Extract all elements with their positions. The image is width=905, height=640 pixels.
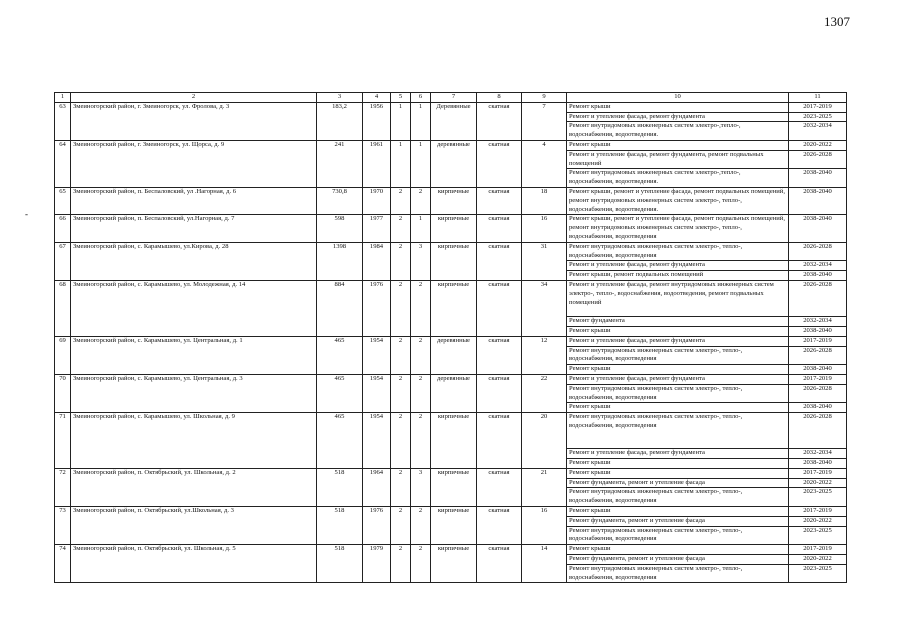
roof-type-cell: скатная	[477, 545, 522, 583]
wall-material-cell: кирпичные	[431, 242, 477, 280]
wall-material-cell: деревянные	[431, 374, 477, 412]
repair-work-cell: Ремонт внутридомовых инженерных систем электро-, тепло-, водоснабжения, водоотведения	[567, 384, 789, 403]
wall-material-cell: кирпичные	[431, 187, 477, 214]
repair-period-cell: 2038-2040	[789, 403, 847, 413]
year-built-cell: 1984	[363, 242, 391, 280]
repair-work-cell: Ремонт крыши	[567, 403, 789, 413]
repair-period-cell: 2026-2028	[789, 150, 847, 169]
column-number: 8	[477, 93, 522, 103]
repair-work-cell: Ремонт крыши	[567, 140, 789, 150]
repair-period-cell: 2038-2040	[789, 365, 847, 375]
roof-type-cell: скатная	[477, 280, 522, 336]
repair-work-cell: Ремонт и утепление фасада, ремонт внутридомовых инженерных систем электро-, тепло-, водоснабжения, водоотведения, ремонт подвальных помещений	[567, 280, 789, 316]
repair-period-cell: 2017-2019	[789, 336, 847, 346]
repair-work-cell: Ремонт внутридомовых инженерных систем электро-,тепло-, водоснабжения, водоотведения.	[567, 169, 789, 188]
entrances-cell: 2	[411, 187, 431, 214]
house-number-cell: 68	[55, 280, 71, 336]
house-number-cell: 63	[55, 102, 71, 140]
apartments-cell: 31	[522, 242, 567, 280]
repair-work-cell: Ремонт крыши	[567, 365, 789, 375]
table-row	[55, 187, 847, 214]
repair-work-cell: Ремонт крыши, ремонт подвальных помещений	[567, 271, 789, 281]
repair-work-cell: Ремонт крыши	[567, 459, 789, 469]
repair-work-cell: Ремонт и утепление фасада, ремонт фундамента	[567, 374, 789, 384]
repair-work-cell: Ремонт крыши	[567, 468, 789, 478]
entrances-cell: 2	[411, 374, 431, 412]
year-built-cell: 1977	[363, 215, 391, 242]
repair-work-cell: Ремонт и утепление фасада, ремонт фундамента	[567, 261, 789, 271]
house-number-cell: 70	[55, 374, 71, 412]
floors-cell: 1	[391, 102, 411, 140]
year-built-cell: 1979	[363, 545, 391, 583]
area-cell: 465	[317, 336, 363, 374]
repair-work-cell: Ремонт и утепление фасада, ремонт фундамента	[567, 449, 789, 459]
repair-period-cell: 2038-2040	[789, 169, 847, 188]
area-cell: 884	[317, 280, 363, 336]
roof-type-cell: скатная	[477, 374, 522, 412]
repair-work-cell: Ремонт крыши	[567, 507, 789, 517]
roof-type-cell: скатная	[477, 413, 522, 469]
house-number-cell: 71	[55, 413, 71, 469]
apartments-cell: 7	[522, 102, 567, 140]
column-number: 7	[431, 93, 477, 103]
address-cell: Змеиногорский район, с. Карамышево, ул.Кирова, д. 28	[71, 242, 317, 280]
address-cell: Змеиногорский район, с. Карамышево, ул. Центральная, д. 3	[71, 374, 317, 412]
floors-cell: 2	[391, 545, 411, 583]
column-number: 4	[363, 93, 391, 103]
roof-type-cell: скатная	[477, 215, 522, 242]
repair-work-cell: Ремонт и утепление фасада, ремонт фундамента	[567, 336, 789, 346]
address-cell: Змеиногорский район, п. Октябрьский, ул.Школьная, д. 3	[71, 507, 317, 545]
year-built-cell: 1976	[363, 280, 391, 336]
year-built-cell: 1976	[363, 507, 391, 545]
repair-work-cell: Ремонт и утепление фасада, ремонт фундамента, ремонт подвальных помещений	[567, 150, 789, 169]
table-row	[55, 413, 847, 449]
repair-period-cell: 2017-2019	[789, 374, 847, 384]
floors-cell: 2	[391, 336, 411, 374]
repair-work-cell: Ремонт и утепление фасада, ремонт фундамента	[567, 112, 789, 122]
wall-material-cell: Деревянные	[431, 102, 477, 140]
house-number-cell: 74	[55, 545, 71, 583]
repair-period-cell: 2032-2034	[789, 261, 847, 271]
repair-period-cell: 2023-2025	[789, 526, 847, 545]
table-row	[55, 374, 847, 384]
roof-type-cell: скатная	[477, 140, 522, 187]
wall-material-cell: кирпичные	[431, 215, 477, 242]
repair-period-cell: 2038-2040	[789, 326, 847, 336]
column-number-row	[55, 93, 847, 103]
column-number: 11	[789, 93, 847, 103]
area-cell: 730,8	[317, 187, 363, 214]
apartments-cell: 16	[522, 215, 567, 242]
house-number-cell: 66	[55, 215, 71, 242]
margin-mark: -	[25, 209, 28, 219]
table-body	[55, 93, 847, 583]
entrances-cell: 2	[411, 336, 431, 374]
area-cell: 465	[317, 413, 363, 469]
column-number: 3	[317, 93, 363, 103]
area-cell: 598	[317, 215, 363, 242]
year-built-cell: 1954	[363, 336, 391, 374]
house-number-cell: 69	[55, 336, 71, 374]
repair-period-cell: 2017-2019	[789, 102, 847, 112]
address-cell: Змеиногорский район, п. Беспаловский, ул.Нагорная, д. 7	[71, 215, 317, 242]
address-cell: Змеиногорский район, с. Карамышево, ул. Центральная, д. 1	[71, 336, 317, 374]
year-built-cell: 1954	[363, 413, 391, 469]
floors-cell: 2	[391, 413, 411, 469]
wall-material-cell: деревянные	[431, 140, 477, 187]
house-number-cell: 67	[55, 242, 71, 280]
apartments-cell: 18	[522, 187, 567, 214]
address-cell: Змеиногорский район, г. Змеиногорск, ул. Фролова, д. 3	[71, 102, 317, 140]
repair-work-cell: Ремонт крыши, ремонт и утепление фасада, ремонт подвальных помещений, ремонт внутридомовых инженерных систем электро-, тепло-, водоснабжения, водоотведения.	[567, 187, 789, 214]
table-row	[55, 242, 847, 261]
repair-work-cell: Ремонт фундамента	[567, 317, 789, 327]
repair-work-cell: Ремонт внутридомовых инженерных систем электро-, тепло-, водоснабжения, водоотведения	[567, 526, 789, 545]
wall-material-cell: кирпичные	[431, 507, 477, 545]
apartments-cell: 12	[522, 336, 567, 374]
repair-work-cell: Ремонт внутридомовых инженерных систем электро-,тепло-, водоснабжения, водоотведения.	[567, 122, 789, 141]
entrances-cell: 3	[411, 468, 431, 506]
wall-material-cell: кирпичные	[431, 413, 477, 469]
floors-cell: 2	[391, 507, 411, 545]
wall-material-cell: кирпичные	[431, 545, 477, 583]
apartments-cell: 16	[522, 507, 567, 545]
column-number: 5	[391, 93, 411, 103]
year-built-cell: 1970	[363, 187, 391, 214]
column-number: 1	[55, 93, 71, 103]
address-cell: Змеиногорский район, п. Беспаловский, ул .Нагорная, д. 6	[71, 187, 317, 214]
roof-type-cell: скатная	[477, 468, 522, 506]
apartments-cell: 4	[522, 140, 567, 187]
repair-period-cell: 2023-2025	[789, 112, 847, 122]
repair-work-cell: Ремонт внутридомовых инженерных систем электро-, тепло-, водоснабжения, водоотведения	[567, 346, 789, 365]
roof-type-cell: скатная	[477, 187, 522, 214]
housing-register-table	[54, 92, 847, 583]
area-cell: 518	[317, 468, 363, 506]
repair-period-cell: 2032-2034	[789, 122, 847, 141]
repair-work-cell: Ремонт фундамента, ремонт и утепление фасада	[567, 478, 789, 488]
entrances-cell: 2	[411, 507, 431, 545]
repair-work-cell: Ремонт внутридомовых инженерных систем электро-, тепло-, водоснабжения, водоотведения	[567, 413, 789, 449]
repair-period-cell: 2026-2028	[789, 384, 847, 403]
house-number-cell: 64	[55, 140, 71, 187]
repair-period-cell: 2032-2034	[789, 449, 847, 459]
house-number-cell: 72	[55, 468, 71, 506]
apartments-cell: 34	[522, 280, 567, 336]
table-row	[55, 140, 847, 150]
column-number: 9	[522, 93, 567, 103]
table-row	[55, 280, 847, 316]
repair-period-cell: 2017-2019	[789, 545, 847, 555]
year-built-cell: 1964	[363, 468, 391, 506]
entrances-cell: 2	[411, 545, 431, 583]
column-number: 10	[567, 93, 789, 103]
repair-period-cell: 2038-2040	[789, 187, 847, 214]
page-number: 1307	[824, 14, 850, 29]
repair-period-cell: 2038-2040	[789, 271, 847, 281]
entrances-cell: 2	[411, 280, 431, 336]
table-row	[55, 468, 847, 478]
apartments-cell: 21	[522, 468, 567, 506]
repair-period-cell: 2020-2022	[789, 516, 847, 526]
floors-cell: 2	[391, 374, 411, 412]
roof-type-cell: скатная	[477, 102, 522, 140]
column-number: 6	[411, 93, 431, 103]
apartments-cell: 20	[522, 413, 567, 469]
floors-cell: 2	[391, 187, 411, 214]
repair-period-cell: 2017-2019	[789, 468, 847, 478]
table-row	[55, 215, 847, 242]
repair-period-cell: 2026-2028	[789, 242, 847, 261]
year-built-cell: 1954	[363, 374, 391, 412]
apartments-cell: 14	[522, 545, 567, 583]
address-cell: Змеиногорский район, г. Змеиногорск, ул. Щорса, д. 9	[71, 140, 317, 187]
repair-work-cell: Ремонт крыши	[567, 326, 789, 336]
repair-work-cell: Ремонт внутридомовых инженерных систем электро-, тепло-, водоснабжения, водоотведения	[567, 488, 789, 507]
repair-period-cell: 2026-2028	[789, 346, 847, 365]
wall-material-cell: деревянные	[431, 336, 477, 374]
area-cell: 1398	[317, 242, 363, 280]
area-cell: 183,2	[317, 102, 363, 140]
entrances-cell: 2	[411, 413, 431, 469]
column-number: 2	[71, 93, 317, 103]
entrances-cell: 3	[411, 242, 431, 280]
repair-work-cell: Ремонт фундамента, ремонт и утепление фасада	[567, 516, 789, 526]
area-cell: 518	[317, 545, 363, 583]
table-row	[55, 545, 847, 555]
apartments-cell: 22	[522, 374, 567, 412]
floors-cell: 2	[391, 242, 411, 280]
table-row	[55, 102, 847, 112]
repair-work-cell: Ремонт крыши, ремонт и утепление фасада, ремонт подвальных помещений, ремонт внутридомовых инженерных систем электро-, тепло-, водоснабжения, водоотведения	[567, 215, 789, 242]
entrances-cell: 1	[411, 140, 431, 187]
floors-cell: 2	[391, 215, 411, 242]
address-cell: Змеиногорский район, с. Карамышево, ул. Молодежная, д. 14	[71, 280, 317, 336]
address-cell: Змеиногорский район, п. Октябрьский, ул. Школьная, д. 5	[71, 545, 317, 583]
repair-period-cell: 2020-2022	[789, 555, 847, 565]
repair-work-cell: Ремонт внутридомовых инженерных систем электро-, тепло-, водоснабжения, водоотведения	[567, 564, 789, 583]
house-number-cell: 73	[55, 507, 71, 545]
floors-cell: 2	[391, 280, 411, 336]
area-cell: 241	[317, 140, 363, 187]
repair-period-cell: 2020-2022	[789, 478, 847, 488]
table-row	[55, 507, 847, 517]
repair-period-cell: 2026-2028	[789, 280, 847, 316]
year-built-cell: 1961	[363, 140, 391, 187]
year-built-cell: 1956	[363, 102, 391, 140]
repair-work-cell: Ремонт фундамента, ремонт и утепление фасада	[567, 555, 789, 565]
repair-period-cell: 2038-2040	[789, 215, 847, 242]
floors-cell: 1	[391, 140, 411, 187]
repair-period-cell: 2038-2040	[789, 459, 847, 469]
entrances-cell: 1	[411, 215, 431, 242]
roof-type-cell: скатная	[477, 336, 522, 374]
address-cell: Змеиногорский район, п. Октябрьский, ул. Школьная, д. 2	[71, 468, 317, 506]
repair-work-cell: Ремонт внутридомовых инженерных систем электро-, тепло-, водоснабжения, водоотведения	[567, 242, 789, 261]
repair-period-cell: 2023-2025	[789, 488, 847, 507]
address-cell: Змеиногорский район, с. Карамышево, ул. Школьная, д. 9	[71, 413, 317, 469]
table-row	[55, 336, 847, 346]
repair-period-cell: 2020-2022	[789, 140, 847, 150]
area-cell: 518	[317, 507, 363, 545]
entrances-cell: 1	[411, 102, 431, 140]
repair-period-cell: 2026-2028	[789, 413, 847, 449]
wall-material-cell: кирпичные	[431, 468, 477, 506]
house-number-cell: 65	[55, 187, 71, 214]
repair-period-cell: 2017-2019	[789, 507, 847, 517]
area-cell: 465	[317, 374, 363, 412]
floors-cell: 2	[391, 468, 411, 506]
repair-work-cell: Ремонт крыши	[567, 102, 789, 112]
roof-type-cell: скатная	[477, 507, 522, 545]
repair-period-cell: 2023-2025	[789, 564, 847, 583]
repair-period-cell: 2032-2034	[789, 317, 847, 327]
repair-work-cell: Ремонт крыши	[567, 545, 789, 555]
roof-type-cell: скатная	[477, 242, 522, 280]
wall-material-cell: кирпичные	[431, 280, 477, 336]
